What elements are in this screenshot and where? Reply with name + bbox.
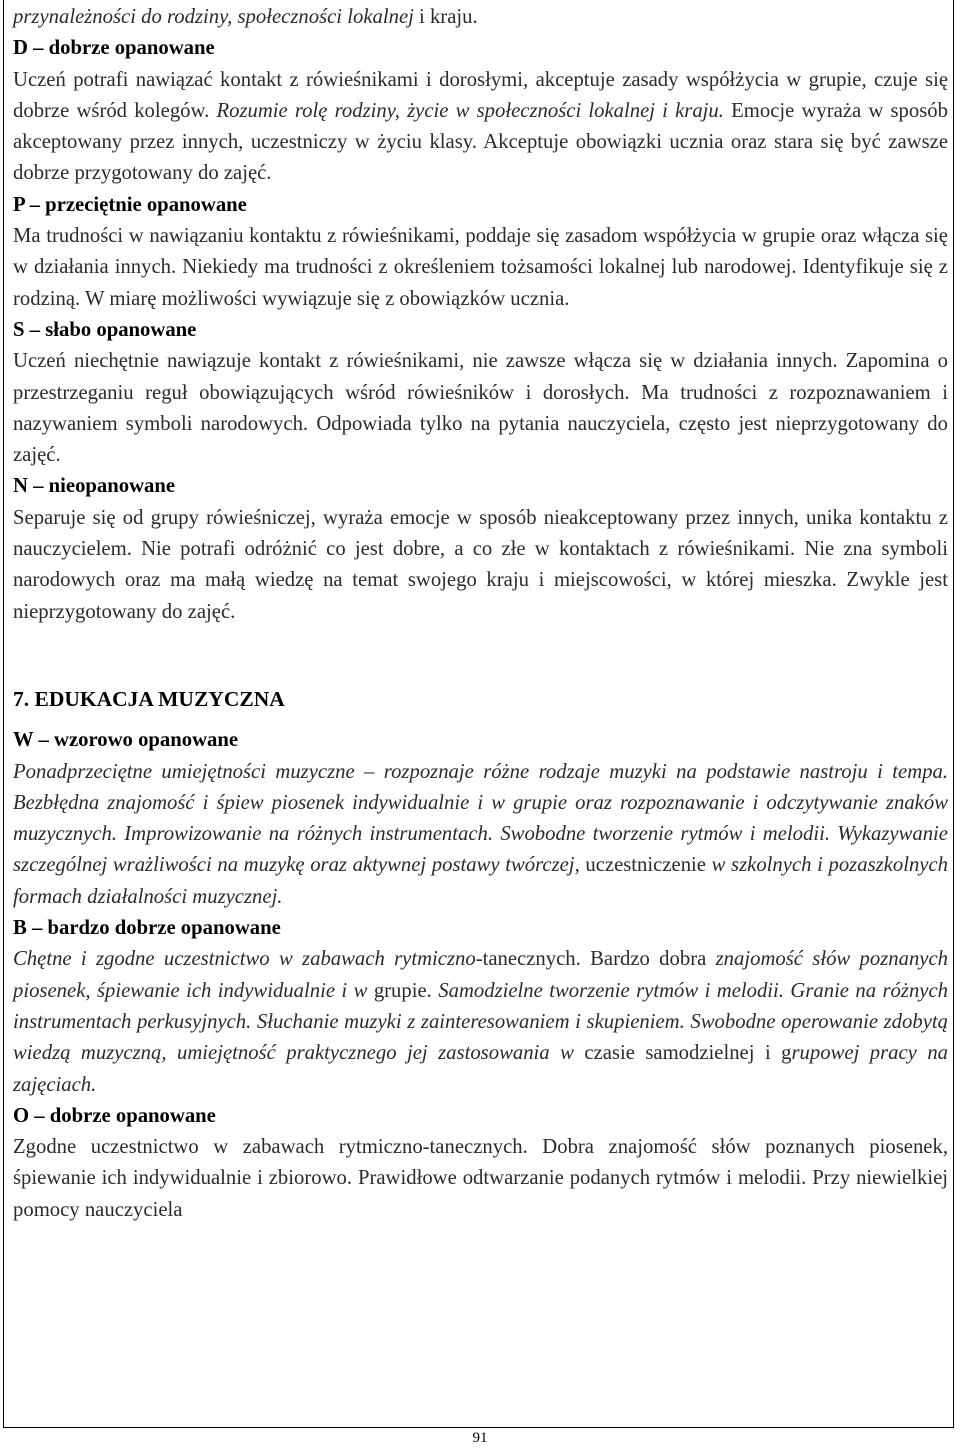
level-heading-d: D – dobrze opanowane xyxy=(13,37,215,60)
level-text-p: Ma trudności w nawiązaniu kontaktu z rówieśnikami, poddaje się zasadom współżycia w grupie oraz włącza się w działania innych. Niekiedy ma trudności z określeniem tożsamości lokalnej lub narodowej. Identyfikuje się z rodziną. W miarę możliwości wywiązuje się z obowiązków ucznia. xyxy=(13,225,948,310)
document-body xyxy=(13,2,948,1226)
music-text-w xyxy=(13,757,948,913)
music-text-b-part5: Samodzielne tworzenie rytmów i melodii. Granie na różnych instrumentach perkusyjnych. Słuchanie muzyki z zainteresowaniem i skupieniem. Swobodne operowanie zdobytą wiedzą muzyczną, umiejętność praktycznego jej zastosowania w xyxy=(13,979,949,1065)
level-heading-s: S – słabo opanowane xyxy=(13,318,197,341)
music-text-b-part7: rupowej pracy na zajęciach. xyxy=(13,1042,949,1096)
music-text-b-part4: grupie. xyxy=(367,979,439,1002)
music-text-b-part6: czasie samodzielnej i g xyxy=(584,1042,792,1065)
intro-italic: przynależności do rodziny, społeczności lokalnej xyxy=(13,6,414,28)
level-text-n: Separuje się od grupy rówieśniczej, wyraża emocje w sposób nieakceptowany przez innych, unika kontaktu z nauczycielem. Nie potrafi odróżnić co jest dobre, a co złe w kontaktach z rówieśnikami. Nie zna symboli narodowych oraz ma małą wiedzę na temat swojego kraju i miejscowości, w której mieszka. Zwykle jest nieprzygotowany do zajęć. xyxy=(13,506,948,623)
level-heading-n: N – nieopanowane xyxy=(13,475,176,498)
music-heading-w: W – wzorowo opanowane xyxy=(13,729,239,752)
intro-rest: i kraju. xyxy=(413,6,478,28)
level-text-d-plain: Uczeń potrafi nawiązać kontakt z rówieśnikami i dorosłymi, akceptuje zasady współżycia w grupie, czuje się dobrze wśród kolegów. xyxy=(13,68,948,122)
level-text-s: Uczeń niechętnie nawiązuje kontakt z rówieśnikami, nie zawsze włącza się w działania innych. Zapomina o przestrzeganiu reguł obowiązujących wśród rówieśników i dorosłych. Ma trudności z rozpoznawaniem i nazywaniem symboli narodowych. Odpowiada tylko na pytania nauczyciela, często jest nieprzygotowany do zajęć. xyxy=(13,350,948,467)
level-text-d-after: Emocje wyraża w sposób akceptowany przez innych, uczestniczy w życiu klasy. Akceptuje obowiązki ucznia oraz stara się być zawsze dobrze przygotowany do zajęć. xyxy=(13,99,948,185)
level-heading-p: P – przeciętnie opanowane xyxy=(13,193,247,216)
music-heading-b: B – bardzo dobrze opanowane xyxy=(13,917,281,940)
music-text-b-part2: tanecznych. Bardzo dobra xyxy=(482,948,716,971)
music-heading-o: O – dobrze opanowane xyxy=(13,1104,216,1127)
page-number: 91 xyxy=(472,1430,488,1446)
music-text-w-italic-end: w szkolnych i pozaszkolnych formach działalności muzycznej. xyxy=(13,854,948,908)
section-title-music: 7. EDUKACJA MUZYCZNA xyxy=(13,686,285,711)
music-text-b xyxy=(13,944,948,1100)
level-text-d xyxy=(13,65,948,190)
music-text-o: Zgodne uczestnictwo w zabawach rytmiczno-tanecznych. Dobra znajomość słów poznanych piosenek, śpiewanie ich indywidualnie i zbiorowo. Prawidłowe odtwarzanie podanych rytmów i melodii. Przy niewielkiej pomocy nauczyciela xyxy=(13,1136,948,1221)
music-text-w-plain: , uczestniczenie xyxy=(574,854,712,877)
intro-paragraph xyxy=(13,2,948,33)
music-text-b-part1: Chętne i zgodne uczestnictwo w zabawach rytmiczno- xyxy=(13,948,483,971)
level-text-d-italic: Rozumie rolę rodziny, życie w społeczności lokalnej i kraju. xyxy=(216,99,724,122)
music-text-w-italic: Ponadprzeciętne umiejętności muzyczne – rozpoznaje różne rodzaje muzyki na podstawie nastroju i tempa. Bezbłędna znajomość i śpiew piosenek indywidualnie i w grupie oraz rozpoznawanie i odczytywanie znaków muzycznych. Improwizowanie na różnych instrumentach. Swobodne tworzenie rytmów i melodii. Wykazywanie szczególnej wrażliwości na muzykę oraz aktywnej postawy twórczej xyxy=(13,760,948,877)
music-text-b-part3: znajomość słów poznanych piosenek, śpiewanie ich indywidualnie i w xyxy=(13,948,949,1002)
